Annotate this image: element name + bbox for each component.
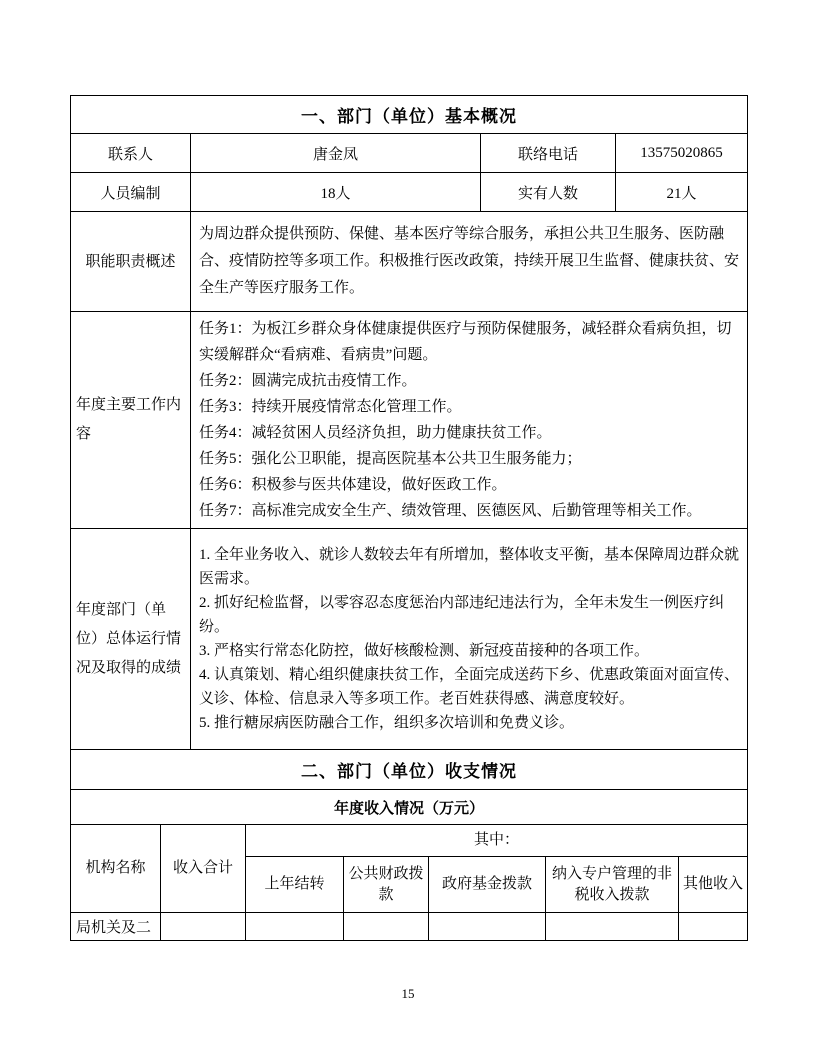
section1-title: 一、部门（单位）基本概况 bbox=[71, 96, 748, 134]
actual-count-value: 21人 bbox=[616, 173, 748, 212]
among-which-header: 其中： bbox=[246, 825, 748, 857]
row-nontax-income bbox=[546, 913, 679, 941]
basic-overview-table bbox=[70, 95, 748, 750]
phone-value: 13575020865 bbox=[616, 134, 748, 173]
task-item-3: 任务3：持续开展疫情常态化管理工作。 bbox=[199, 399, 462, 415]
gov-fund-header: 政府基金拨款 bbox=[429, 857, 546, 913]
row-income-total bbox=[161, 913, 246, 941]
row-gov-fund bbox=[429, 913, 546, 941]
org-name-header: 机构名称 bbox=[71, 825, 161, 913]
performance-label: 年度部门（单位）总体运行情况及取得的成绩 bbox=[71, 529, 191, 750]
duty-overview-label: 职能职责概述 bbox=[71, 212, 191, 312]
row-carryover bbox=[246, 913, 344, 941]
task-item-2: 任务2：圆满完成抗击疫情工作。 bbox=[199, 373, 417, 389]
income-total-header: 收入合计 bbox=[161, 825, 246, 913]
actual-count-label: 实有人数 bbox=[481, 173, 616, 212]
task-item-7: 任务7：高标准完成安全生产、绩效管理、医德医风、后勤管理等相关工作。 bbox=[199, 503, 702, 519]
performance-content bbox=[191, 529, 748, 750]
performance-item-2: 2. 抓好纪检监督，以零容忍态度惩治内部违纪违法行为，全年未发生一例医疗纠纷。 bbox=[199, 595, 725, 635]
row-other-income bbox=[679, 913, 748, 941]
report-table-container bbox=[70, 95, 747, 941]
nontax-income-header: 纳入专户管理的非税收入拨款 bbox=[546, 857, 679, 913]
staffing-value: 18人 bbox=[191, 173, 481, 212]
table-row bbox=[71, 913, 748, 941]
annual-work-content bbox=[191, 312, 748, 529]
task-item-5: 任务5：强化公卫职能，提高医院基本公共卫生服务能力； bbox=[199, 451, 582, 467]
carryover-header: 上年结转 bbox=[246, 857, 344, 913]
contact-value: 唐金凤 bbox=[191, 134, 481, 173]
other-income-header: 其他收入 bbox=[679, 857, 748, 913]
page-number: 15 bbox=[401, 986, 415, 1001]
contact-label: 联系人 bbox=[71, 134, 191, 173]
income-expenditure-table bbox=[70, 749, 748, 941]
task-item-1: 任务1：为板江乡群众身体健康提供医疗与预防保健服务，减轻群众看病负担，切实缓解群众“看病难、看病贵”问题。 bbox=[199, 321, 732, 363]
performance-item-1: 1. 全年业务收入、就诊人数较去年有所增加，整体收支平衡，基本保障周边群众就医需求。 bbox=[199, 547, 740, 587]
annual-work-label: 年度主要工作内容 bbox=[71, 312, 191, 529]
staffing-label: 人员编制 bbox=[71, 173, 191, 212]
task-item-6: 任务6：积极参与医共体建设，做好医政工作。 bbox=[199, 477, 507, 493]
row-org-name: 局机关及二 bbox=[71, 913, 161, 941]
performance-item-3: 3. 严格实行常态化防控，做好核酸检测、新冠疫苗接种的各项工作。 bbox=[199, 643, 650, 659]
section2-title: 二、部门（单位）收支情况 bbox=[71, 750, 748, 790]
performance-item-5: 5. 推行糖尿病医防融合工作，组织多次培训和免费义诊。 bbox=[199, 715, 575, 731]
duty-overview-text: 为周边群众提供预防、保健、基本医疗等综合服务，承担公共卫生服务、医防融合、疫情防控等多项工作。积极推行医改政策，持续开展卫生监督、健康扶贫、安全生产等医疗服务工作。 bbox=[191, 212, 748, 312]
performance-item-4: 4. 认真策划、精心组织健康扶贫工作，全面完成送药下乡、优惠政策面对面宣传、义诊、体检、信息录入等多项工作。老百姓获得感、满意度较好。 bbox=[199, 667, 740, 707]
annual-income-title: 年度收入情况（万元） bbox=[71, 790, 748, 825]
public-finance-header: 公共财政拨款 bbox=[344, 857, 429, 913]
task-item-4: 任务4：减轻贫困人员经济负担，助力健康扶贫工作。 bbox=[199, 425, 552, 441]
phone-label: 联络电话 bbox=[481, 134, 616, 173]
row-public-finance bbox=[344, 913, 429, 941]
